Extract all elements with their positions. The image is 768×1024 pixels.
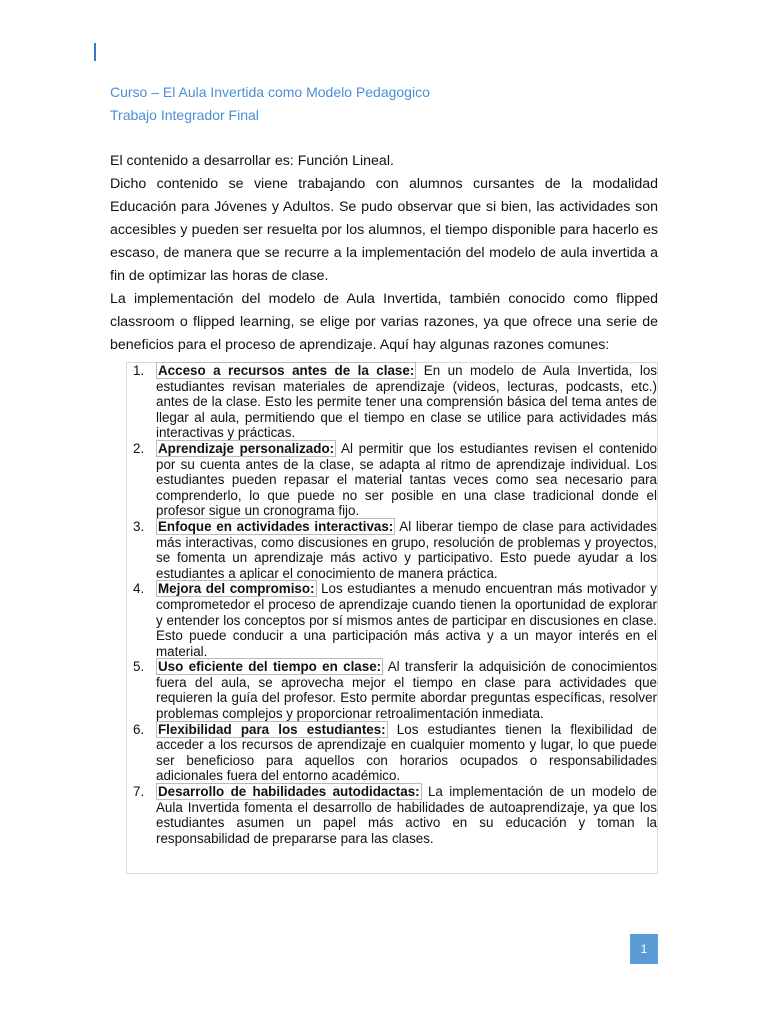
list-item-text: Al transferir la adquisición de conocimientos fuera del aula, se aprovecha mejor el tiempo en clase para actividades que requieren la guía del profesor. Esto permite abordar preguntas específicas, resolver problemas complejos y proporcionar retroalimentación inmediata. <box>156 659 657 722</box>
course-title: Curso – El Aula Invertida como Modelo Pedagogico <box>110 84 430 100</box>
list-item-number: 5. <box>133 659 145 675</box>
list-item <box>127 519 657 581</box>
list-item <box>127 363 657 441</box>
list-item-number: 6. <box>133 721 145 737</box>
list-item-text: Los estudiantes a menudo encuentran más motivador y comprometedor el proceso de aprendizaje cuando tienen la oportunidad de explorar y entender los conceptos por sí mismos antes de participar en discusiones en clase. Esto puede conducir a una participación más activa y a un mayor interés en el material. <box>156 581 657 659</box>
paragraph-topic: El contenido a desarrollar es: Función Lineal. <box>110 153 394 169</box>
list-item-text: Al liberar tiempo de clase para actividades más interactivas, como discusiones en grupo, resolución de problemas y proyectos, se fomenta un aprendizaje más activo y participativo. Esto puede ayudar a los estudiantes a aplicar el conocimiento de manera práctica. <box>156 518 657 581</box>
list-item-number: 7. <box>133 784 145 800</box>
list-item <box>127 722 657 784</box>
list-item-number: 3. <box>133 518 145 534</box>
list-item-heading: Flexibilidad para los estudiantes: <box>158 721 386 737</box>
list-item <box>127 581 657 659</box>
list-item-heading: Uso eficiente del tiempo en clase: <box>158 659 382 675</box>
list-item <box>127 441 657 519</box>
list-item <box>127 784 657 846</box>
list-item-number: 1. <box>133 363 145 378</box>
paragraph-reasons-intro: La implementación del modelo de Aula Invertida, también conocido como flipped classroom o flipped learning, se elige por varias razones, ya que ofrece una serie de beneficios para el proceso de aprendizaje. Aquí hay algunas razones comunes: <box>110 291 658 353</box>
list-item-heading: Aprendizaje personalizado: <box>158 440 335 456</box>
list-item-heading: Desarrollo de habilidades autodidactas: <box>158 784 420 800</box>
list-item-text: Los estudiantes tienen la flexibilidad de acceder a los recursos de aprendizaje en cualquier momento y lugar, lo que puede ser beneficioso para aquellos con horarios ocupados o responsabilidades adicionales fuera del entorno académico. <box>156 721 657 784</box>
page-number: 1 <box>630 934 658 964</box>
reasons-list <box>126 362 658 874</box>
paragraph-context: Dicho contenido se viene trabajando con alumnos cursantes de la modalidad Educación para Jóvenes y Adultos. Se pudo observar que si bien, las actividades son accesibles y pueden ser resuelta por los alumnos, el tiempo disponible para hacerlo es escaso, de manera que se recurre a la implementación del modelo de aula invertida a fin de optimizar las horas de clase. <box>110 176 658 284</box>
list-item-number: 4. <box>133 581 145 597</box>
document-subtitle: Trabajo Integrador Final <box>110 107 259 123</box>
list-item-heading: Mejora del compromiso: <box>158 581 315 597</box>
text-cursor <box>94 43 96 61</box>
body-text <box>110 150 658 357</box>
list-item-text: En un modelo de Aula Invertida, los estudiantes revisan materiales de aprendizaje (videos, lecturas, podcasts, etc.) antes de la clase. Esto les permite tener una comprensión básica del tema antes de llegar al aula, permitiendo que el tiempo en clase se utilice para actividades más interactivas y prácticas. <box>156 363 657 441</box>
list-item-text: La implementación de un modelo de Aula Invertida fomenta el desarrollo de habilidades de autoaprendizaje, ya que los estudiantes asumen un papel más activo en su educación y toman la responsabilidad de prepararse para las clases. <box>156 784 657 846</box>
list-item-text: Al permitir que los estudiantes revisen el contenido por su cuenta antes de la clase, se adapta al ritmo de aprendizaje individual. Los estudiantes pueden repasar el material tantas veces como sea necesario para comprenderlo, lo que puede no ser posible en una clase tradicional donde el profesor sigue un cronograma fijo. <box>156 440 657 519</box>
list-item-heading: Enfoque en actividades interactivas: <box>158 518 394 534</box>
list-item <box>127 659 657 721</box>
list-item-heading: Acceso a recursos antes de la clase: <box>158 363 415 378</box>
list-item-number: 2. <box>133 440 145 456</box>
